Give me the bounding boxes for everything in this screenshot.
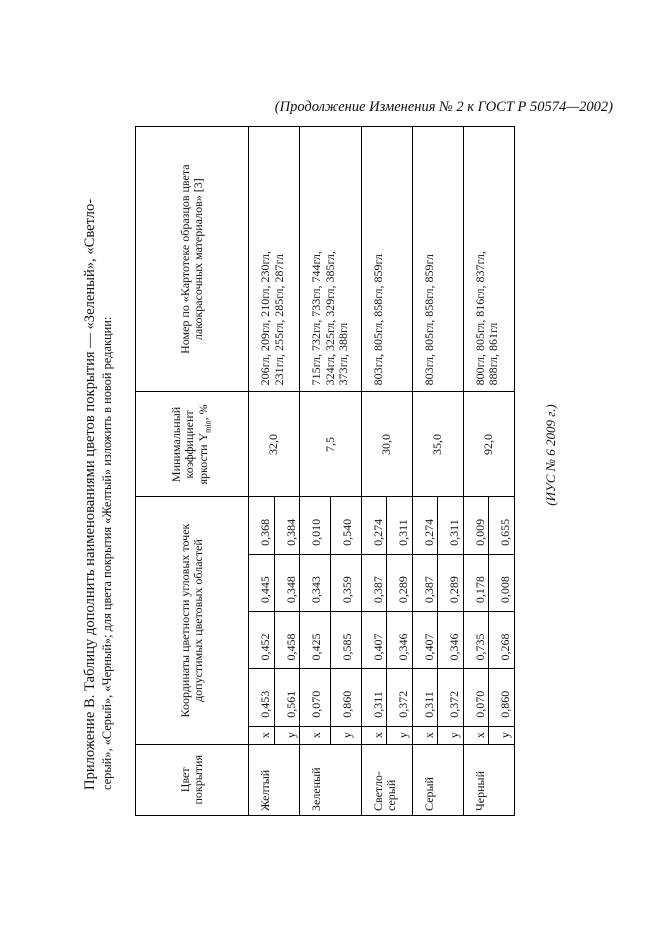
header-coordinates: Координаты цветности угловых точек допустимых цветовых областей — [136, 497, 249, 744]
min-coefficient: 92,0 — [463, 392, 514, 497]
min-coefficient: 35,0 — [412, 392, 463, 497]
coord-y-value: 0,289 — [438, 554, 464, 611]
intro-text — [82, 120, 116, 790]
header-coefficient-main: Минимальный коэффициент яркости Y — [168, 406, 210, 485]
catalog-line: 231гл, 255гл, 285гл, 287гл — [271, 254, 286, 386]
color-name: Серый — [412, 744, 463, 815]
axis-label-y: y — [274, 726, 300, 744]
axis-label-x: x — [463, 726, 489, 744]
coord-y-value: 0,458 — [274, 612, 300, 669]
catalog-line: 800гл, 805гл, 816гл, 837гл, — [472, 251, 487, 386]
color-name: Желтый — [249, 744, 300, 815]
coord-x-value: 0,274 — [412, 497, 438, 554]
coord-x-value: 0,452 — [249, 612, 275, 669]
coord-x-value: 0,311 — [412, 669, 438, 726]
catalog-numbers — [361, 127, 412, 392]
coord-y-value: 0,311 — [438, 497, 464, 554]
axis-label-y: y — [387, 726, 413, 744]
catalog-line: 803гл, 805гл, 858гл, 859гл — [370, 254, 385, 386]
catalog-numbers — [249, 127, 300, 392]
coord-x-value: 0,368 — [249, 497, 275, 554]
intro-line-1: Приложение В. Таблицу дополнить наименованиями цветов покрытия — «Зеленый», «Светло- — [82, 198, 98, 790]
color-coordinates-table — [135, 126, 515, 816]
color-name: Зеленый — [300, 744, 362, 815]
coord-y-value: 0,346 — [438, 612, 464, 669]
coord-y-value: 0,346 — [387, 612, 413, 669]
coord-x-value: 0,735 — [463, 612, 489, 669]
rotated-content — [82, 110, 588, 811]
table-row — [361, 127, 387, 816]
color-name: Светло-серый — [361, 744, 412, 815]
coord-y-value: 0,372 — [387, 669, 413, 726]
coord-y-value: 0,268 — [489, 612, 515, 669]
catalog-numbers — [300, 127, 362, 392]
catalog-line: 324гл, 325гл, 329гл, 385гл, — [322, 251, 337, 386]
axis-label-x: x — [412, 726, 438, 744]
table-row — [249, 127, 275, 816]
coord-y-value: 0,561 — [274, 669, 300, 726]
coord-x-value: 0,453 — [249, 669, 275, 726]
header-catalog: Номер по «Картотеке образцов цвета лакокрасочных материалов» [3] — [136, 127, 249, 392]
coord-x-value: 0,274 — [361, 497, 387, 554]
axis-label-y: y — [330, 726, 361, 744]
coord-y-value: 0,860 — [489, 669, 515, 726]
table-header-row — [136, 127, 249, 816]
min-coefficient: 30,0 — [361, 392, 412, 497]
min-coefficient: 7,5 — [300, 392, 362, 497]
table-row — [300, 127, 331, 816]
table-row — [463, 127, 489, 816]
catalog-line: 715гл, 732гл, 733гл, 744гл, — [309, 251, 323, 386]
coord-x-value: 0,010 — [300, 497, 331, 554]
header-color: Цвет покрытия — [136, 744, 249, 815]
axis-label-y: y — [438, 726, 464, 744]
axis-label-x: x — [249, 726, 275, 744]
table-row — [412, 127, 438, 816]
footer-note: (ИУС № 6 2009 г.) — [543, 404, 558, 506]
axis-label-y: y — [489, 726, 515, 744]
coord-x-value: 0,445 — [249, 554, 275, 611]
catalog-line: 206гл, 209гл, 210гл, 230гл, — [258, 251, 272, 386]
coord-y-value: 0,860 — [330, 669, 361, 726]
coord-x-value: 0,387 — [361, 554, 387, 611]
coord-y-value: 0,384 — [274, 497, 300, 554]
coord-x-value: 0,343 — [300, 554, 331, 611]
coord-x-value: 0,407 — [412, 612, 438, 669]
min-coefficient: 32,0 — [249, 392, 300, 497]
header-coefficient-sub: min — [202, 420, 212, 433]
catalog-line: 803гл, 805гл, 858гл, 859гл — [421, 254, 436, 386]
catalog-line: 888гл, 861гл — [486, 322, 500, 386]
coord-y-value: 0,372 — [438, 669, 464, 726]
coord-x-value: 0,178 — [463, 554, 489, 611]
coord-x-value: 0,407 — [361, 612, 387, 669]
coord-y-value: 0,289 — [387, 554, 413, 611]
coord-y-value: 0,348 — [274, 554, 300, 611]
intro-line-2: серый», «Серый», «Черный»; для цвета покрытия «Желтый» изложить в новой редакции: — [100, 316, 114, 790]
coord-y-value: 0,655 — [489, 497, 515, 554]
catalog-numbers — [412, 127, 463, 392]
catalog-numbers — [463, 127, 514, 392]
coord-y-value: 0,540 — [330, 497, 361, 554]
header-coefficient-unit: , % — [195, 404, 210, 421]
coord-x-value: 0,311 — [361, 669, 387, 726]
coord-x-value: 0,425 — [300, 612, 331, 669]
header-coefficient — [136, 392, 249, 497]
coord-x-value: 0,009 — [463, 497, 489, 554]
catalog-line: 373гл, 388гл — [336, 322, 350, 386]
coord-y-value: 0,008 — [489, 554, 515, 611]
coord-x-value: 0,387 — [412, 554, 438, 611]
document-header: (Продолжение Изменения № 2 к ГОСТ Р 50574—2002) — [274, 99, 613, 115]
axis-label-x: x — [300, 726, 331, 744]
coord-x-value: 0,070 — [300, 669, 331, 726]
coord-y-value: 0,311 — [387, 497, 413, 554]
coord-y-value: 0,359 — [330, 554, 361, 611]
color-name: Черный — [463, 744, 514, 815]
coord-y-value: 0,585 — [330, 612, 361, 669]
axis-label-x: x — [361, 726, 387, 744]
coord-x-value: 0,070 — [463, 669, 489, 726]
